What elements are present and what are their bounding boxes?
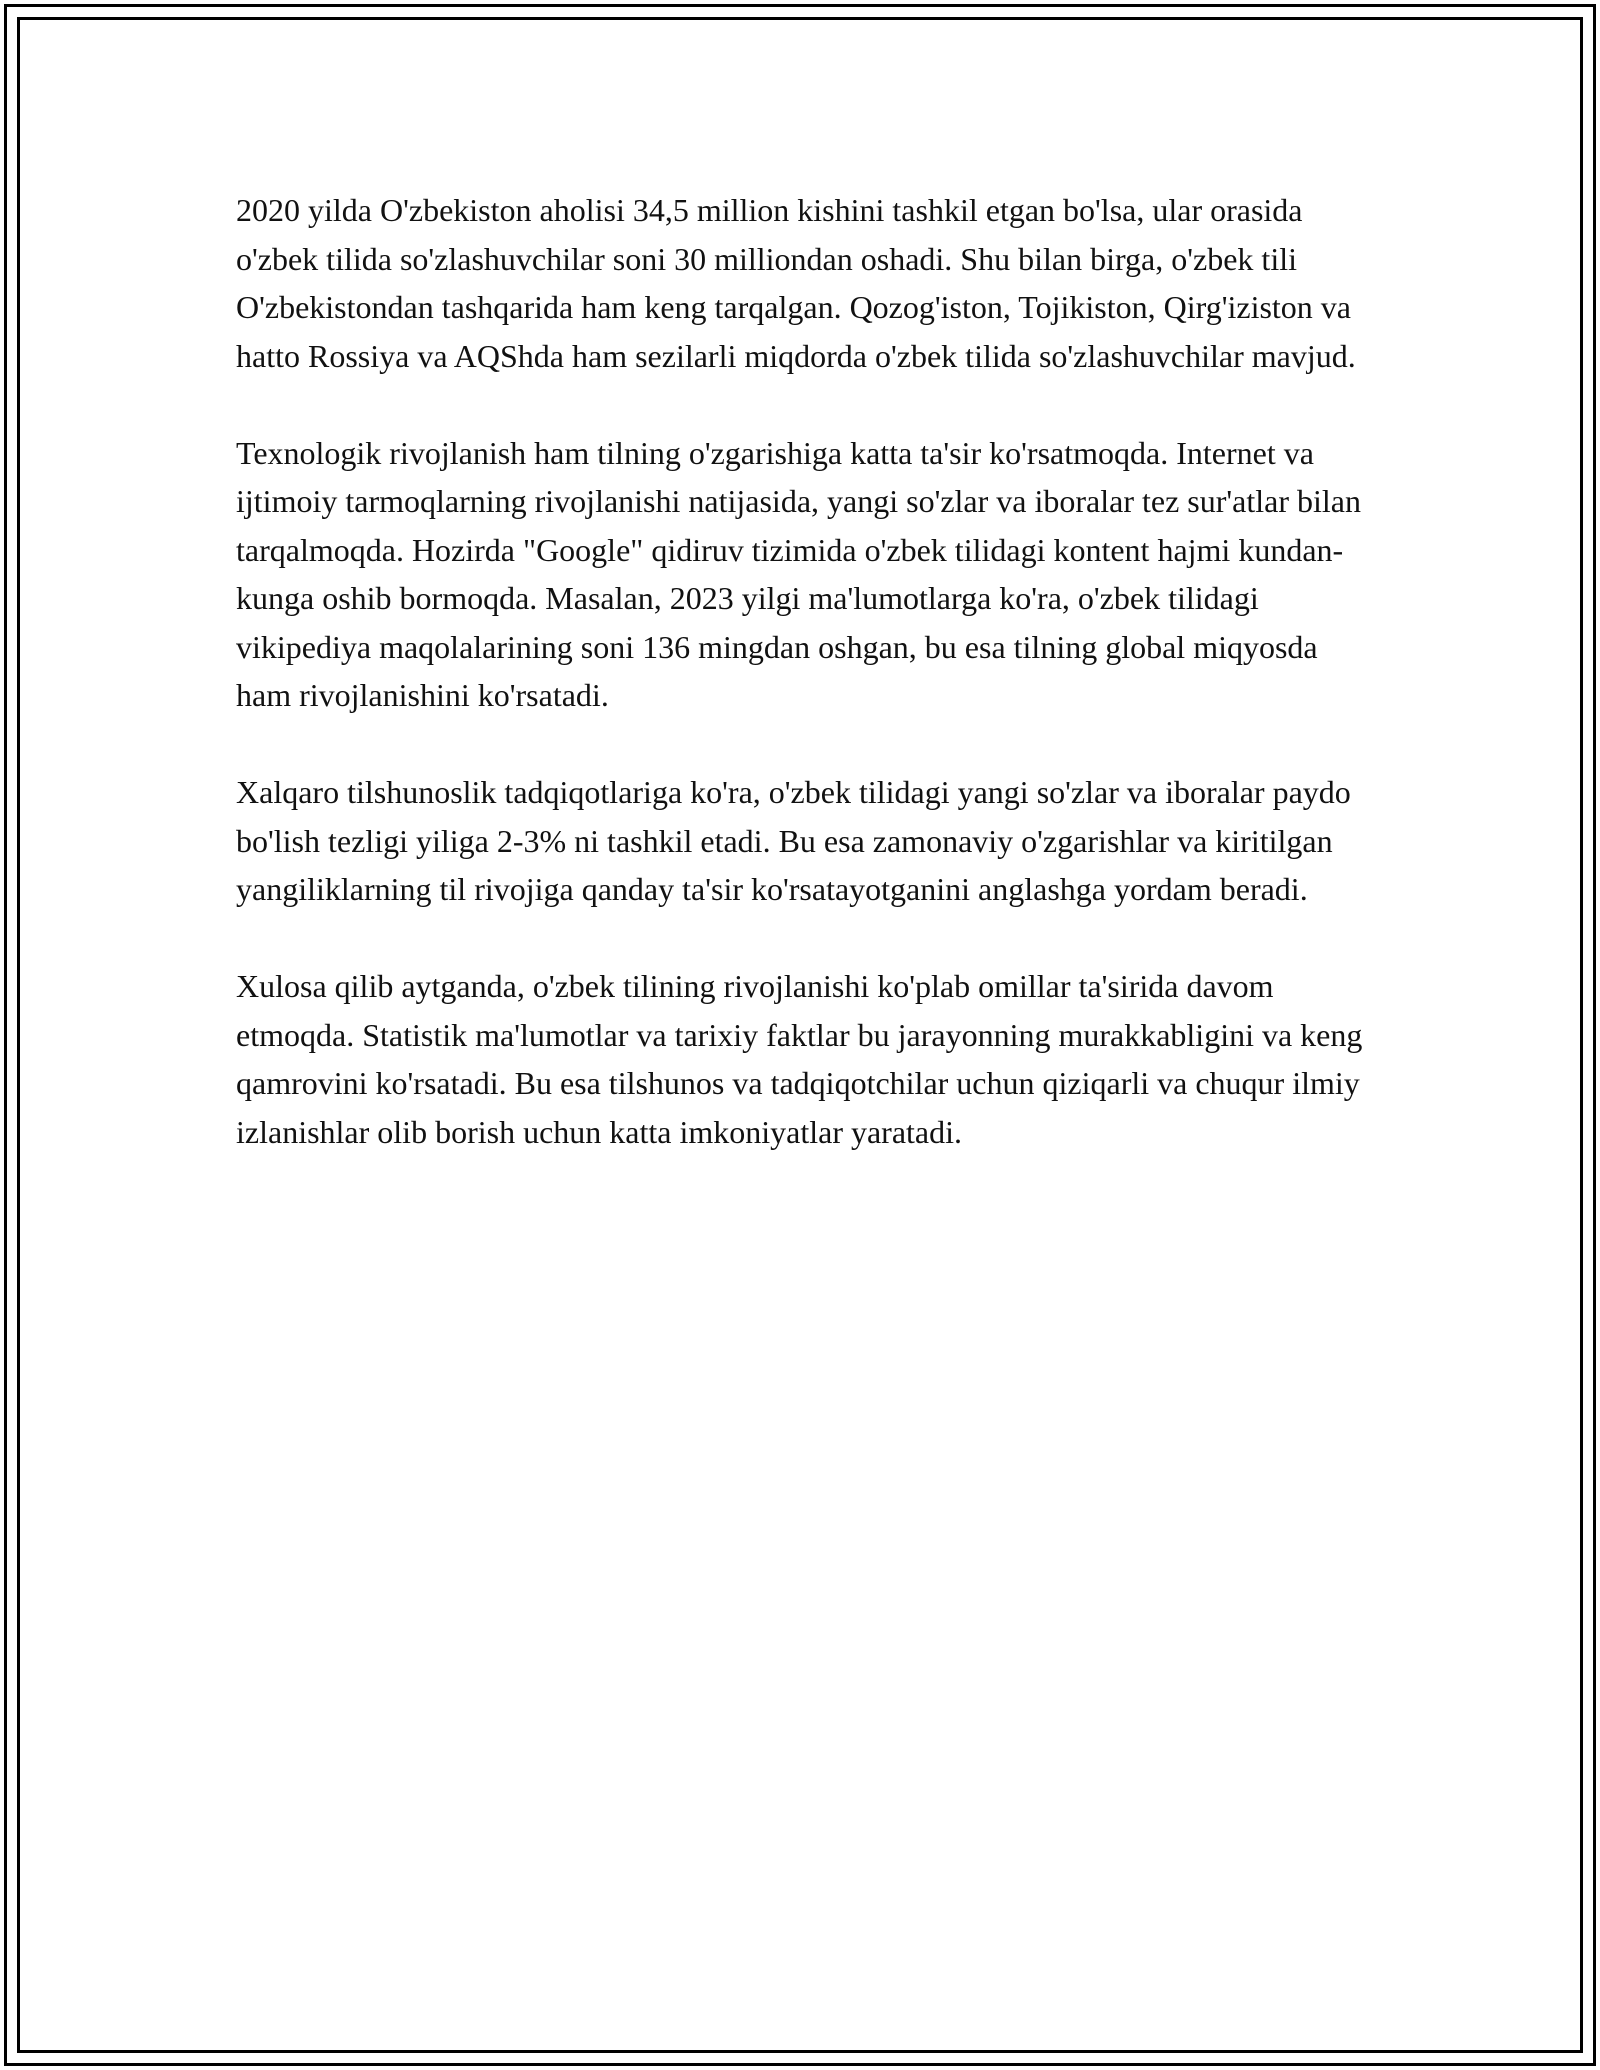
paragraph-linguistics-research: Xalqaro tilshunoslik tadqiqotlariga ko'ra, o'zbek tilidagi yangi so'zlar va iboralar paydo bo'lish tezligi yiliga 2-3% ni tashkil etadi. Bu esa zamonaviy o'zgarishlar va kiritilgan yangiliklarning til rivojiga qanday ta'sir ko'rsatayotganini anglashga yordam beradi. [236,774,1351,907]
paragraph-conclusion: Xulosa qilib aytganda, o'zbek tilining rivojlanishi ko'plab omillar ta'sirida davom etmoqda. Statistik ma'lumotlar va tarixiy faktlar bu jarayonning murakkabligini va keng qamrovini ko'rsatadi. Bu esa tilshunos va tadqiqotchilar uchun qiziqarli va chuqur ilmiy izlanishlar olib borish uchun katta imkoniyatlar yaratadi. [236,968,1363,1150]
paragraph-population: 2020 yilda O'zbekiston aholisi 34,5 million kishini tashkil etgan bo'lsa, ular orasida o'zbek tilida so'zlashuvchilar soni 30 milliondan oshadi. Shu bilan birga, o'zbek tili O'zbekistondan tashqarida ham keng tarqalgan. Qozog'iston, Tojikiston, Qirg'iziston va hatto Rossiya va AQShda ham sezilarli miqdorda o'zbek tilida so'zlashuvchilar mavjud. [236,192,1356,374]
document-body [236,186,1371,1205]
paragraph-technology: Texnologik rivojlanish ham tilning o'zgarishiga katta ta'sir ko'rsatmoqda. Internet va ijtimoiy tarmoqlarning rivojlanishi natijasida, yangi so'zlar va iboralar tez sur'atlar bilan tarqalmoqda. Hozirda "Google" qidiruv tizimida o'zbek tilidagi kontent hajmi kundan-kunga oshib bormoqda. Masalan, 2023 yilgi ma'lumotlarga ko'ra, o'zbek tilidagi vikipediya maqolalarining soni 136 mingdan oshgan, bu esa tilning global miqyosda ham rivojlanishini ko'rsatadi. [236,434,1361,713]
